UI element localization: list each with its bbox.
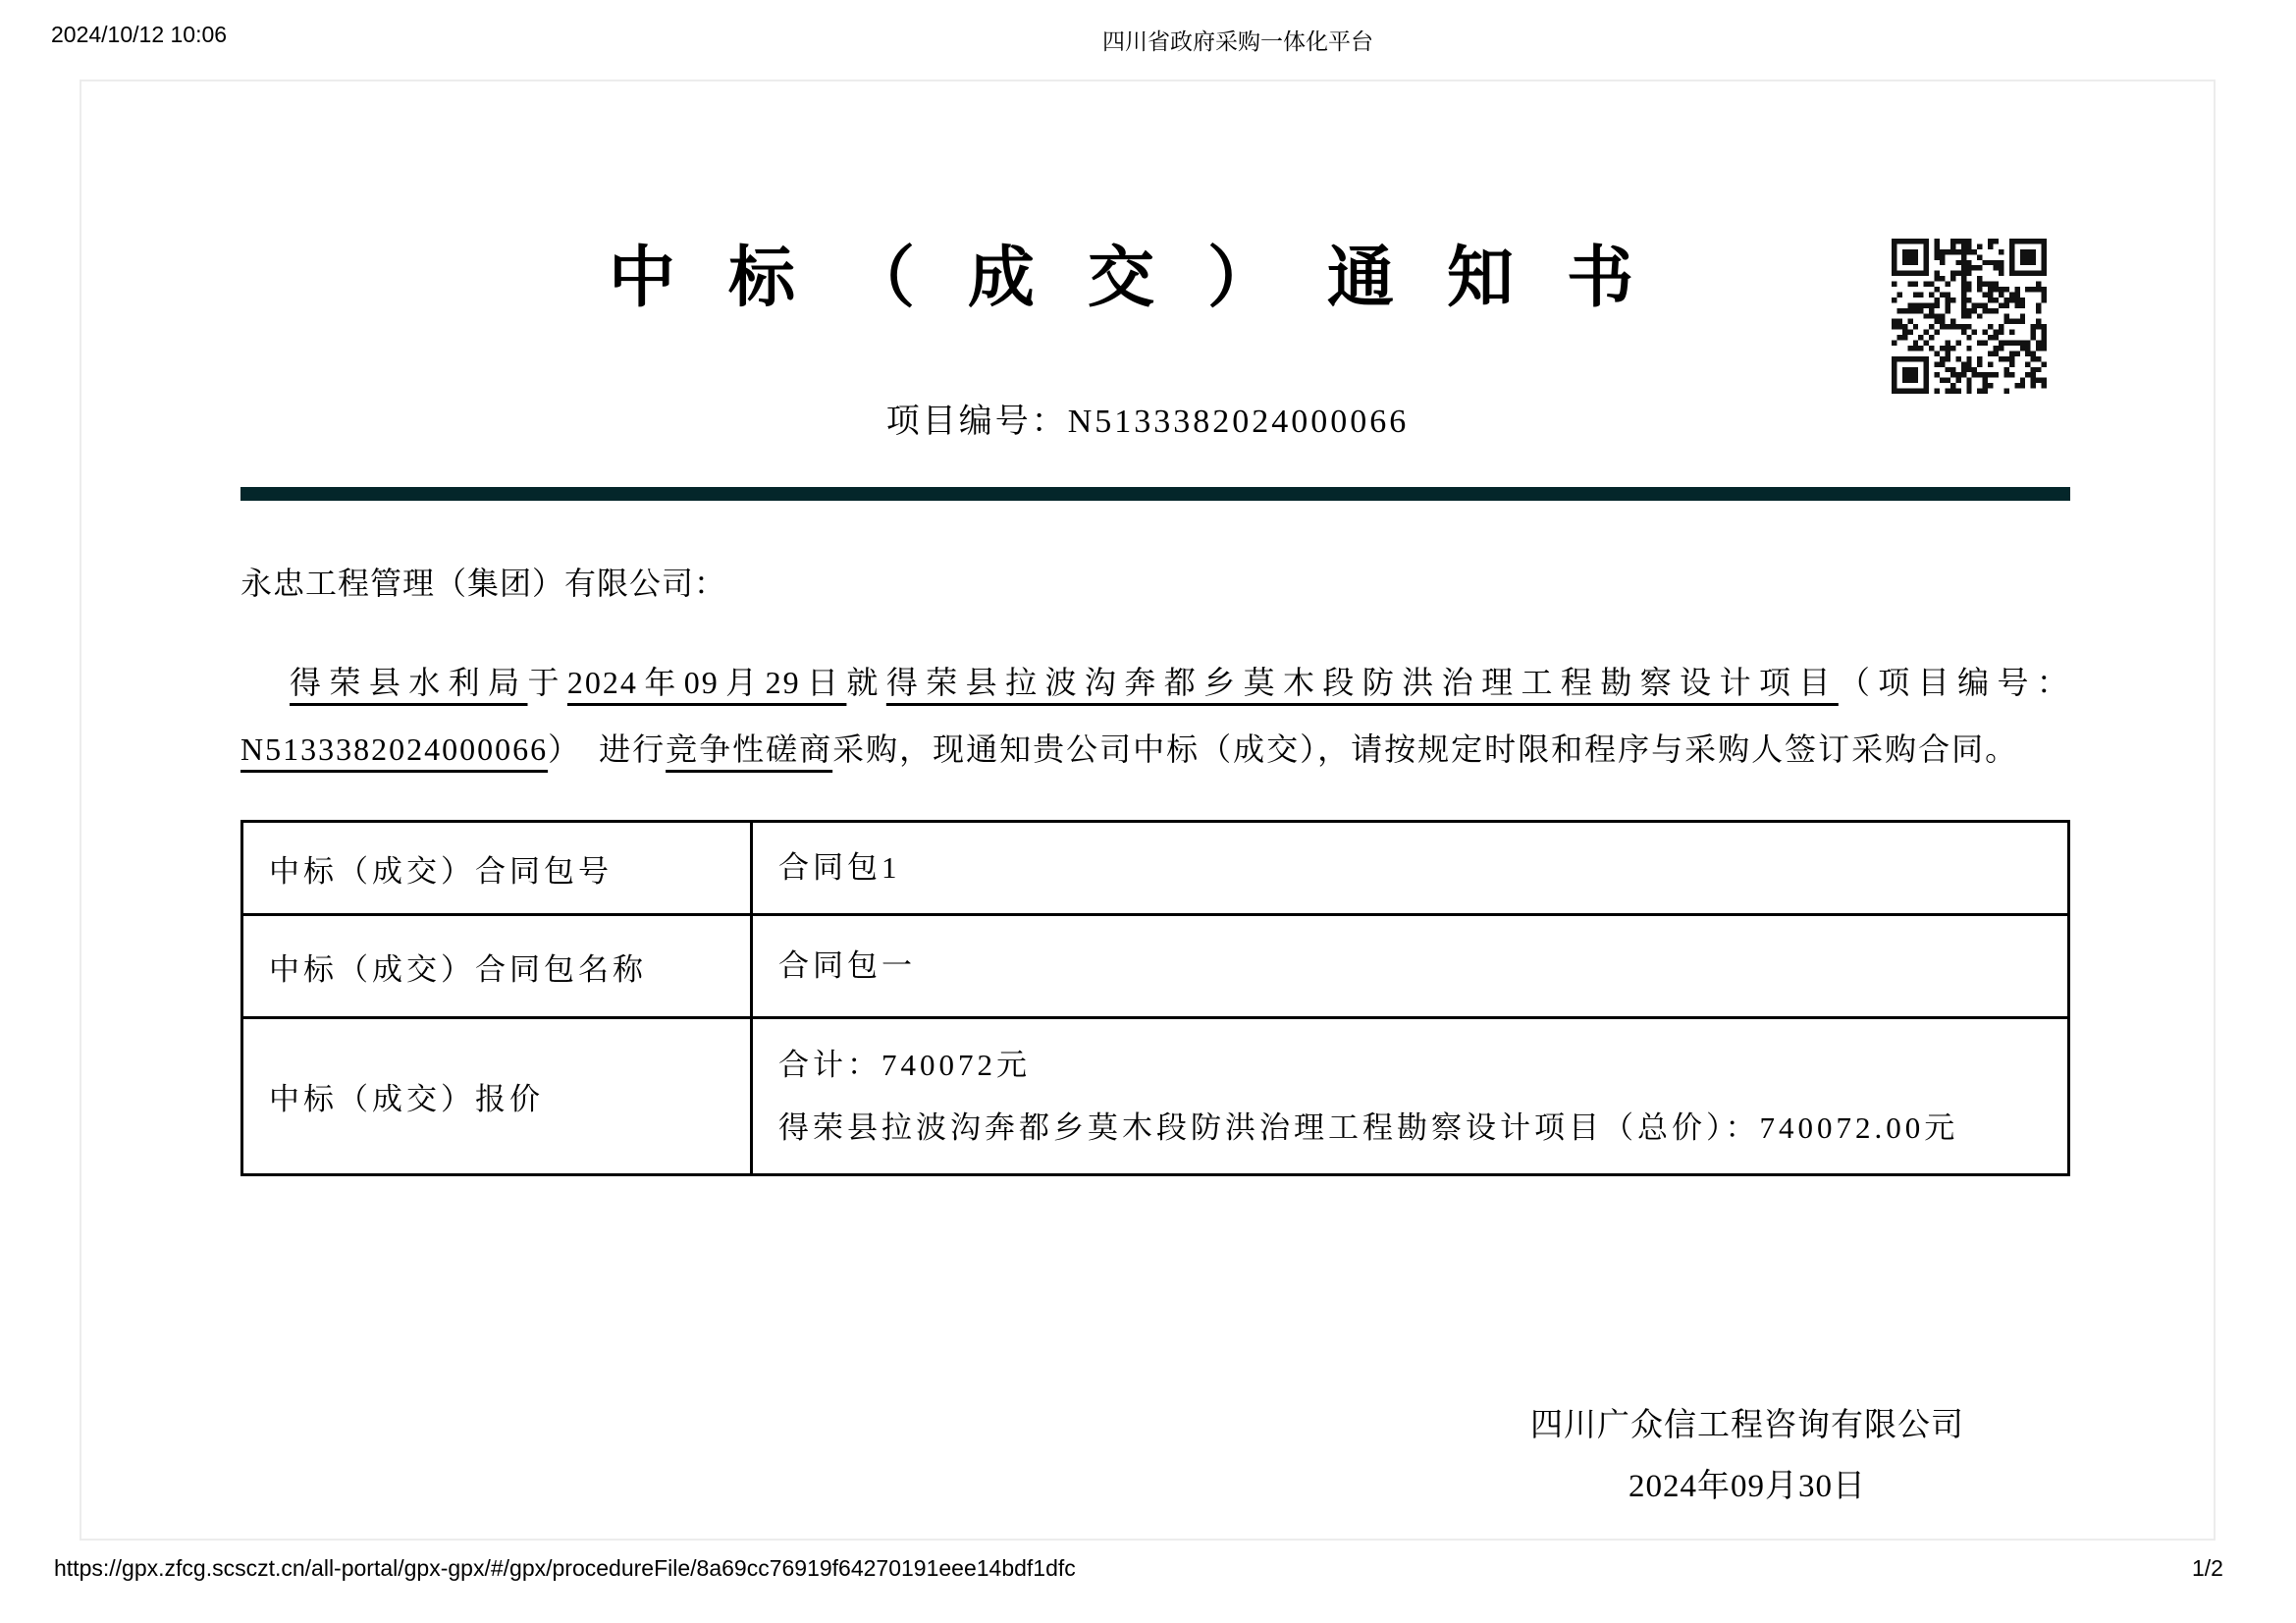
table-label-cell: 中标（成交）报价 (242, 1018, 752, 1175)
table-label-cell: 中标（成交）合同包号 (242, 822, 752, 915)
signature-date: 2024年09月30日 (1629, 1469, 1866, 1504)
table-value-line: 合同包一 (778, 948, 916, 983)
award-result-table (240, 820, 2070, 1176)
table-value-line: 得荣县拉波沟奔都乡莫木段防洪治理工程勘察设计项目（总价）：740072.00元 (778, 1109, 1959, 1145)
table-value-line: 合计：740072元 (778, 1047, 1031, 1082)
title-divider-bar (240, 487, 2070, 501)
underlined-text: N5133382024000066 (240, 731, 549, 767)
table-value-cell (752, 822, 2069, 915)
award-result-table-body (242, 822, 2069, 1175)
project-number: 项目编号：N5133382024000066 (885, 404, 1410, 440)
table-value-cell (752, 915, 2069, 1018)
print-footer-page-number: 1/2 (2192, 1555, 2223, 1581)
table-value-line: 合同包1 (778, 850, 901, 885)
underlined-text: 2024年09月29日 (566, 665, 847, 700)
print-footer-url: https://gpx.zfcg.scsczt.cn/all-portal/gpx-gpx/#/gpx/procedureFile/8a69cc76919f64270191eee14bdf1dfc (54, 1555, 1076, 1581)
print-header-datetime: 2024/10/12 10:06 (51, 22, 228, 47)
underlined-text: 得荣县水利局 (290, 665, 528, 700)
signature-block (1502, 1395, 1993, 1517)
body-text: 就 (846, 665, 886, 700)
body-text: 采购，现通知贵公司中标（成交），请按规定时限和程序与采购人签订采购合同。 (832, 731, 2019, 767)
print-header-site-title: 四川省政府采购一体化平台 (1102, 28, 1373, 54)
underlined-text: 得荣县拉波沟奔都乡莫木段防洪治理工程勘察设计项目 (885, 665, 1839, 700)
table-value-cell (752, 1018, 2069, 1175)
qr-code-icon (1892, 239, 2047, 394)
body-paragraph (240, 649, 2070, 783)
body-line (240, 716, 2070, 783)
body-line (240, 649, 2070, 716)
body-text: ） 进行 (548, 731, 667, 767)
signature-company: 四川广众信工程咨询有限公司 (1530, 1408, 1964, 1443)
table-label-cell: 中标（成交）合同包名称 (242, 915, 752, 1018)
document-page (80, 80, 2216, 1541)
table-row (242, 822, 2069, 915)
recipient-line: 永忠工程管理（集团）有限公司： (240, 566, 727, 601)
body-text: （项目编号： (1838, 665, 2070, 700)
body-text: 于 (527, 665, 567, 700)
table-row (242, 915, 2069, 1018)
underlined-text: 竞争性磋商 (666, 731, 833, 767)
table-row (242, 1018, 2069, 1175)
document-title: 中标（成交）通知书 (608, 241, 1686, 315)
